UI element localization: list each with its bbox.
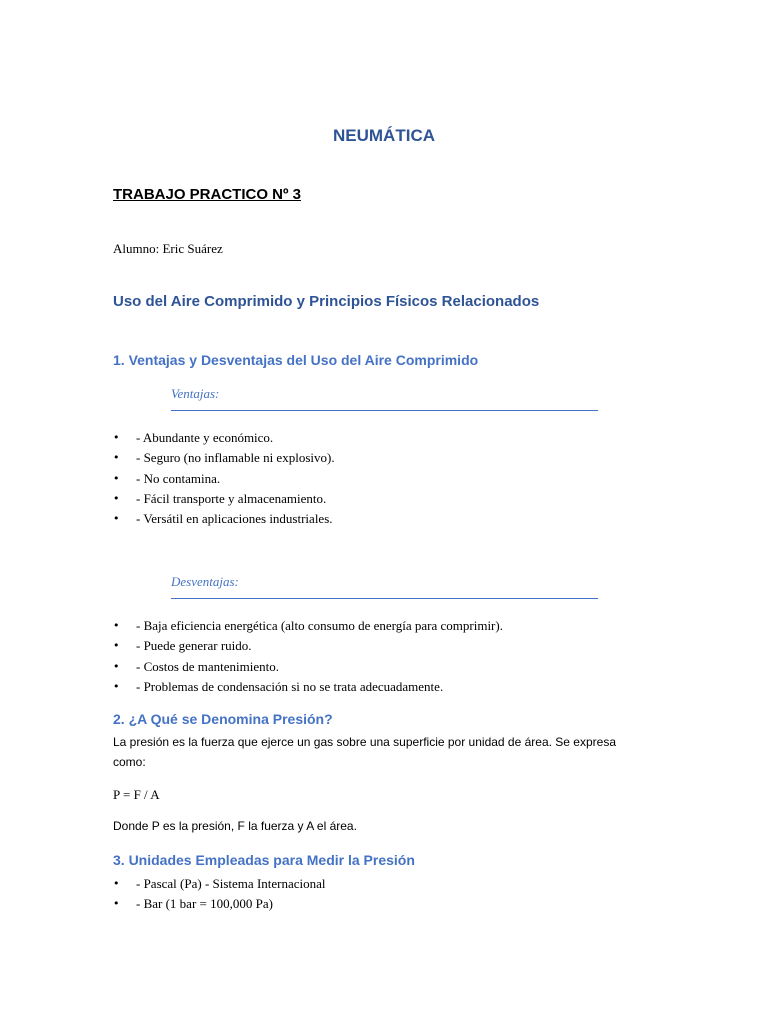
list-item-text: - Puede generar ruido. [136, 638, 252, 654]
list-item-text: - Problemas de condensación si no se trata adecuadamente. [136, 678, 444, 694]
document-title: NEUMÁTICA [333, 126, 435, 145]
list-item-text: - Versátil en aplicaciones industriales. [136, 511, 333, 527]
disadvantages-list [113, 616, 503, 697]
pressure-definition [113, 733, 643, 772]
list-item-text: - Baja eficiencia energética (alto consumo de energía para comprimir). [136, 618, 503, 633]
list-item [113, 874, 326, 894]
section3-heading: 3. Unidades Empleadas para Medir la Presión [113, 852, 415, 868]
list-item [113, 448, 335, 468]
disadvantages-label: Desventajas: [171, 574, 239, 589]
list-item-text: - Pascal (Pa) - Sistema Internacional [136, 876, 326, 891]
advantages-list [113, 428, 335, 529]
list-item [113, 616, 503, 636]
list-item-text: - Costos de mantenimiento. [136, 658, 279, 674]
bullet-icon: • [113, 431, 120, 444]
student-name: Alumno: Eric Suárez [113, 241, 223, 256]
list-item [113, 428, 335, 448]
formula-explanation: Donde P es la presión, F la fuerza y A el área. [113, 819, 357, 833]
list-item [113, 509, 335, 529]
list-item [113, 657, 503, 677]
list-item-text: - Abundante y económico. [136, 430, 274, 445]
advantages-label: Ventajas: [171, 386, 220, 401]
pressure-definition-line: La presión es la fuerza que ejerce un gas sobre una superficie por unidad de área. Se expresa [113, 735, 616, 749]
bullet-icon: • [113, 619, 120, 632]
bullet-icon: • [113, 491, 120, 505]
bullet-icon: • [113, 451, 120, 465]
disadvantages-divider [171, 598, 598, 599]
list-item [113, 894, 326, 914]
list-item [113, 677, 503, 697]
bullet-icon: • [113, 659, 120, 673]
bullet-icon: • [113, 679, 120, 693]
list-item-text: - No contamina. [136, 470, 221, 486]
main-heading: Uso del Aire Comprimido y Principios Físicos Relacionados [113, 293, 540, 310]
section2-heading: 2. ¿A Qué se Denomina Presión? [113, 711, 333, 727]
bullet-icon: • [113, 639, 120, 653]
list-item [113, 636, 503, 656]
pressure-formula: P = F / A [113, 787, 160, 802]
list-item-text: - Seguro (no inflamable ni explosivo). [136, 450, 335, 466]
bullet-icon: • [113, 877, 120, 890]
bullet-icon: • [113, 512, 120, 526]
list-item-text: - Bar (1 bar = 100,000 Pa) [136, 896, 273, 912]
advantages-divider [171, 410, 598, 411]
section1-heading: 1. Ventajas y Desventajas del Uso del Aire Comprimido [113, 352, 479, 368]
pressure-definition-line: como: [113, 754, 146, 769]
bullet-icon: • [113, 471, 120, 485]
list-item-text: - Fácil transporte y almacenamiento. [136, 490, 327, 506]
list-item [113, 489, 335, 509]
units-list [113, 874, 326, 915]
bullet-icon: • [113, 897, 120, 911]
document-subtitle: TRABAJO PRACTICO Nº 3 [113, 186, 301, 203]
list-item [113, 469, 335, 489]
